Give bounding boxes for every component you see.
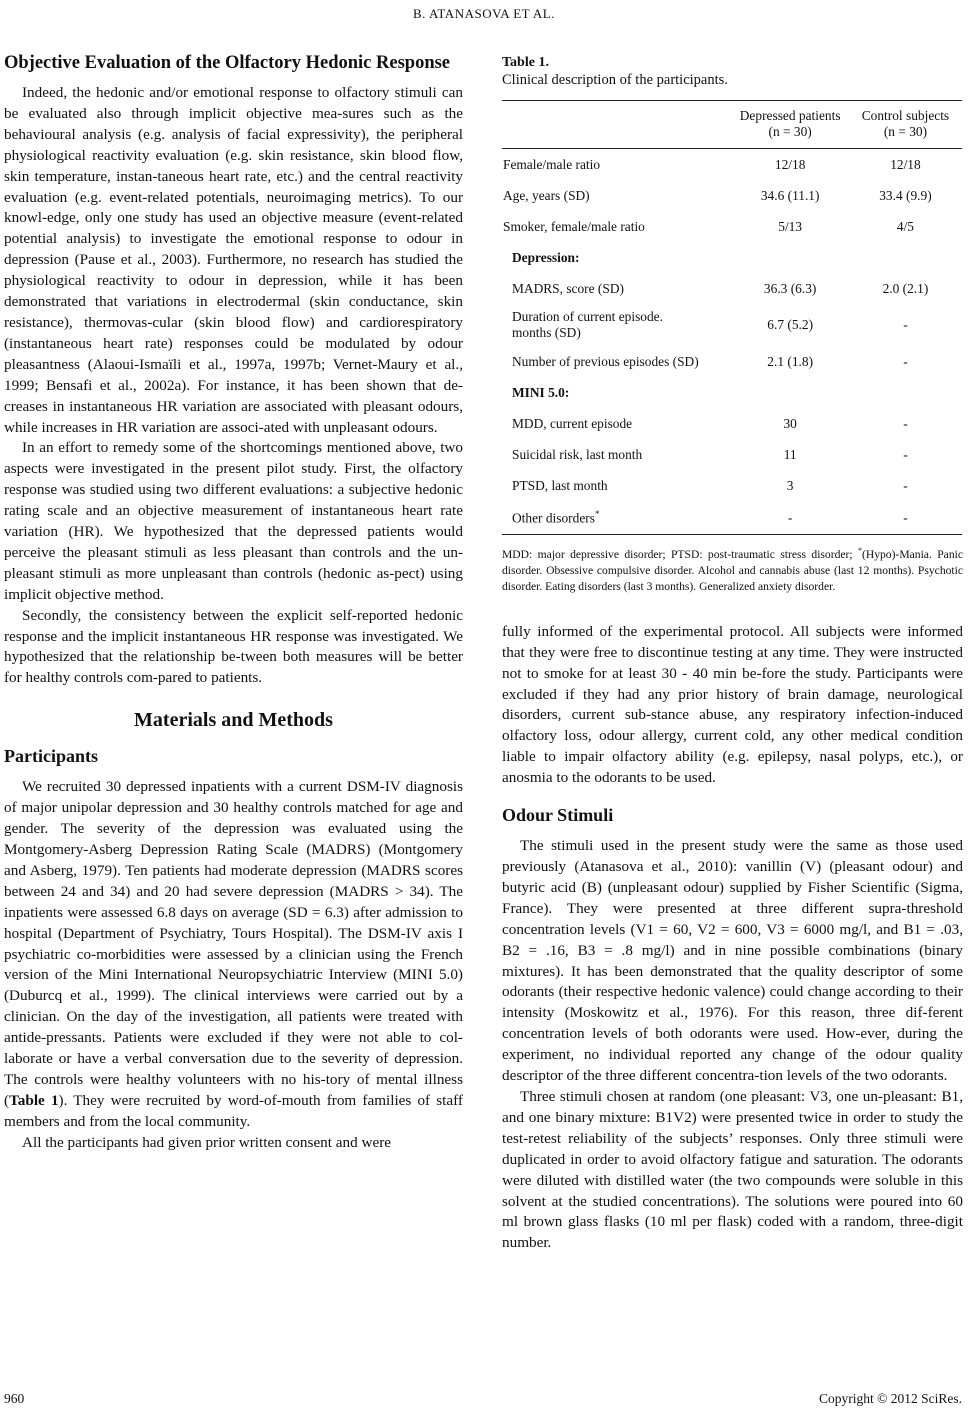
table-row [502, 346, 962, 377]
cell-controls: - [903, 446, 908, 462]
table-row [502, 211, 962, 242]
empty-cell [849, 242, 962, 273]
table-label: Table 1. [502, 55, 549, 70]
cell-controls: - [849, 501, 962, 535]
clinical-description-table [502, 100, 962, 535]
spacer [502, 595, 963, 622]
cell-patients: - [731, 501, 848, 535]
cell-patients: 2.1 (1.8) [767, 353, 814, 369]
empty-cell [731, 242, 848, 273]
row-label: Age, years (SD) [503, 187, 590, 203]
cell-patients: 30 [783, 415, 797, 431]
header-line: Control subjects [861, 108, 950, 123]
header-line: Depressed patients [739, 108, 841, 123]
cell-patients: 34.6 (11.1) [760, 187, 820, 203]
right-column [502, 52, 963, 1254]
cell-controls: 2.0 (2.1) [882, 280, 929, 296]
cell-controls: 12/18 [890, 156, 921, 172]
paragraph: Secondly, the consistency between the explicit self-reported hedonic response and the implicit instantaneous HR response was investigated. We hypothesized that the relationship be-tween both measures will be better for healthy controls com-pared to patients. [4, 606, 463, 687]
cell-patients: 3 [786, 477, 794, 493]
paragraph: Three stimuli chosen at random (one pleasant: V3, one un-pleasant: B1, and one binary mixture: B1V2) were presented twice in order to study the test-retest reliability of the subjects’ responses. Only three stimuli were duplicated in order to avoid olfactory fatigue and saturation. The odorants were diluted with distilled water (the two compounds were soluble in this solvent at the studied concentrations). The solutions were poured into 60 ml brown glass flasks (10 ml per flask) coded with a random, three-digit number. [502, 1087, 963, 1252]
copyright-notice: Copyright © 2012 SciRes. [818, 1391, 962, 1406]
section-title-materials-methods: Materials and Methods [134, 709, 333, 732]
cell-controls: 4/5 [896, 218, 914, 234]
row-label-text: Other disorders [512, 510, 595, 526]
table-header-controls [849, 101, 962, 149]
row-label: MDD, current episode [512, 415, 633, 431]
table-row [502, 180, 962, 211]
row-label: Female/male ratio [503, 156, 601, 172]
paragraph: The stimuli used in the present study were the same as those used previously (Atanasova et al., 2010): vanillin (V) (pleasant odour) and butyric acid (B) (unpleasant odour) supplied by Fisher Scientific (Sigma, France). They were presented at three different supra-threshold concentration levels (V1 = 60, V2 = 600, V3 = 6000 mg/l, and B1 = .03, B2 = .16, B3 = .8 mg/l) and in nine possible combinations (binary mixtures). It has been demonstrated that the quality descriptor of some odorants (their respective hedonic valence) could change according to their intensity (Moskowitz et al., 1976). For this reason, three dif-ferent concentration levels of both odorants were used. How-ever, during the experiment, no individual reported any change of the odour quality descriptor of the three different concentra-tion levels of the two odorants. [502, 837, 963, 1085]
row-label-line: months (SD) [512, 325, 581, 340]
left-column [4, 52, 463, 1154]
header-line: (n = 30) [768, 124, 812, 139]
empty-cell [731, 377, 848, 408]
paragraph-text: We recruited 30 depressed inpatients with a current DSM-IV diagnosis of major unipolar depression and 30 healthy controls matched for age and gender. The severity of the depression was evaluated using the Montgomery-Asberg Depression Rating Scale (MADRS) (Montgomery and Asberg, 1979). Ten patients had moderate depression (MADRS scores between 24 and 34) and 20 had severe depression (MADRS > 34). The inpatients were assessed 6.8 days on average (SD = 6.3) after admission to hospital (Department of Psychiatry, Tours Hospital). The DSM-IV axis I psychiatric co-morbidities were assessed by a clinician using the French version of the Mini International Neuropsychiatric Interview (MINI 5.0) (Duburcq et al., 1999). The clinical interviews were carried out by a clinician. On the day of the investigation, all patients were treated with antide-pressants. Patients were excluded if they were not able to col-laborate or have a verbal conversation due to the severity of depression. The controls were healthy volunteers with no his-tory of mental illness ( [4, 778, 463, 1109]
table-row [502, 273, 962, 304]
footnote-marker: * [594, 508, 600, 519]
table-header-empty [502, 101, 731, 149]
paragraph: In an effort to remedy some of the shortcomings mentioned above, two aspects were investigated in the present pilot study. First, the olfactory response was studied using two different evaluations: a subjective hedonic rating scale and an objective measurement of instantaneous heart rate variation (HR). We hypothesized that the depressed patients would perceive the pleasant stimuli as less pleasant than controls and the un-pleasant stimuli as more unpleasant than controls (hedonic as-pect) using implicit objective method. [4, 439, 463, 603]
cell-controls: - [903, 353, 908, 369]
table-row [502, 304, 962, 346]
cell-controls: - [903, 477, 908, 493]
footnote-text: (Hypo)-Mania. Panic disorder. Obsessive compulsive disorder. Alcohol and cannabis abuse (last 12 months). Psychotic disorder. Eating disorders (last 3 months). Generalized anxiety disorder. [502, 547, 963, 593]
cell-patients: 12/18 [774, 156, 806, 172]
cell-patients: 36.3 (6.3) [763, 280, 817, 296]
row-label-line: Duration of current episode. [512, 309, 663, 324]
cell-patients: 11 [783, 446, 797, 462]
empty-cell [849, 377, 962, 408]
cell-patients: 5/13 [778, 218, 803, 234]
table-header-patients [731, 101, 848, 149]
table-row [502, 439, 962, 470]
table-footnote [502, 543, 963, 595]
table-caption: Clinical description of the participants. [502, 72, 728, 88]
page-number: 960 [4, 1391, 25, 1406]
cell-controls: - [903, 317, 908, 332]
row-label: Smoker, female/male ratio [503, 218, 645, 234]
paragraph [4, 777, 463, 1132]
group-label-mini: MINI 5.0: [512, 384, 570, 400]
table-row [502, 149, 962, 181]
header-line: (n = 30) [883, 124, 928, 139]
cell-patients: 6.7 (5.2) [767, 317, 814, 332]
table-row [502, 470, 962, 501]
footnote-marker: * [857, 546, 862, 555]
group-label-depression: Depression: [512, 249, 580, 265]
row-label [502, 501, 731, 535]
row-label: PTSD, last month [512, 477, 608, 493]
subsection-title-participants: Participants [4, 746, 98, 767]
paragraph: Indeed, the hedonic and/or emotional response to olfactory stimuli can be evaluated also through implicit objective mea-sures such as the behavioural analysis (e.g. analysis of facial expressivity), the peripheral physiological reactivity evaluation (e.g. skin resistance, skin blood flow, skin temperature, instan-taneous heart rate, etc.) and the central reactivity evaluation (e.g. event-related potentials, neuroimaging metrics). To our knowl-edge, only one study has used an objective measure (event-related potential analysis) to investigate the emotional response to odour in depression (Pause et al., 2003). Furthermore, no research has studied the physiological reactivity to odour in depression, while it has been demonstrated that variations in electrodermal (skin conductance, skin resistance), thermovas-cular (skin blood flow) and cardiorespiratory (instantaneous heart rate) responses could be modulated by odour pleasantness (Alaoui-Ismaïli et al., 1997a, 1997b; Vernet-Maury et al., 1999; Bensafi et al., 2002a). For instance, it has been shown that de-creases in instantaneous HR variation are associated with pleasant odours, while increases in HR variation are associ-ated with unpleasant odours. [4, 84, 463, 436]
paragraph: fully informed of the experimental protocol. All subjects were informed that they were free to discontinue testing at any time. They were instructed not to smoke for at least 30 - 40 min be-fore the study. Participants were excluded if they had any prior history of brain damage, neurological disorders, current sub-stance abuse, any respiratory infection-induced olfactory loss, odour allergy, current cold, any other medical condition liable to impair olfactory ability (e.g. epilepsy, nasal polyps, etc.), or anosmia to the odorants to be used. [502, 622, 963, 787]
row-label [502, 304, 731, 346]
cell-controls: 33.4 (9.9) [879, 187, 932, 203]
table-row [502, 501, 962, 535]
row-label: MADRS, score (SD) [512, 280, 624, 296]
paragraph: All the participants had given prior written consent and were [22, 1133, 392, 1151]
row-label: Suicidal risk, last month [512, 446, 643, 462]
section-title-odour-stimuli: Odour Stimuli [502, 805, 614, 826]
paragraph-text: ). They were recruited by word-of-mouth from families of staff members and from the local community. [4, 1091, 463, 1130]
footnote-text: MDD: major depressive disorder; PTSD: post-traumatic stress disorder; [502, 547, 858, 561]
cell-controls: - [903, 415, 908, 431]
table-reference-link[interactable]: Table 1 [9, 1091, 59, 1109]
table-group-row [502, 242, 962, 273]
table-row [502, 408, 962, 439]
table-header-row [502, 101, 962, 149]
section-title-objective-evaluation: Objective Evaluation of the Olfactory Hedonic Response [4, 53, 451, 73]
row-label: Number of previous episodes (SD) [512, 353, 699, 369]
running-header: B. ATANASOVA ET AL. [413, 6, 555, 21]
table-group-row [502, 377, 962, 408]
